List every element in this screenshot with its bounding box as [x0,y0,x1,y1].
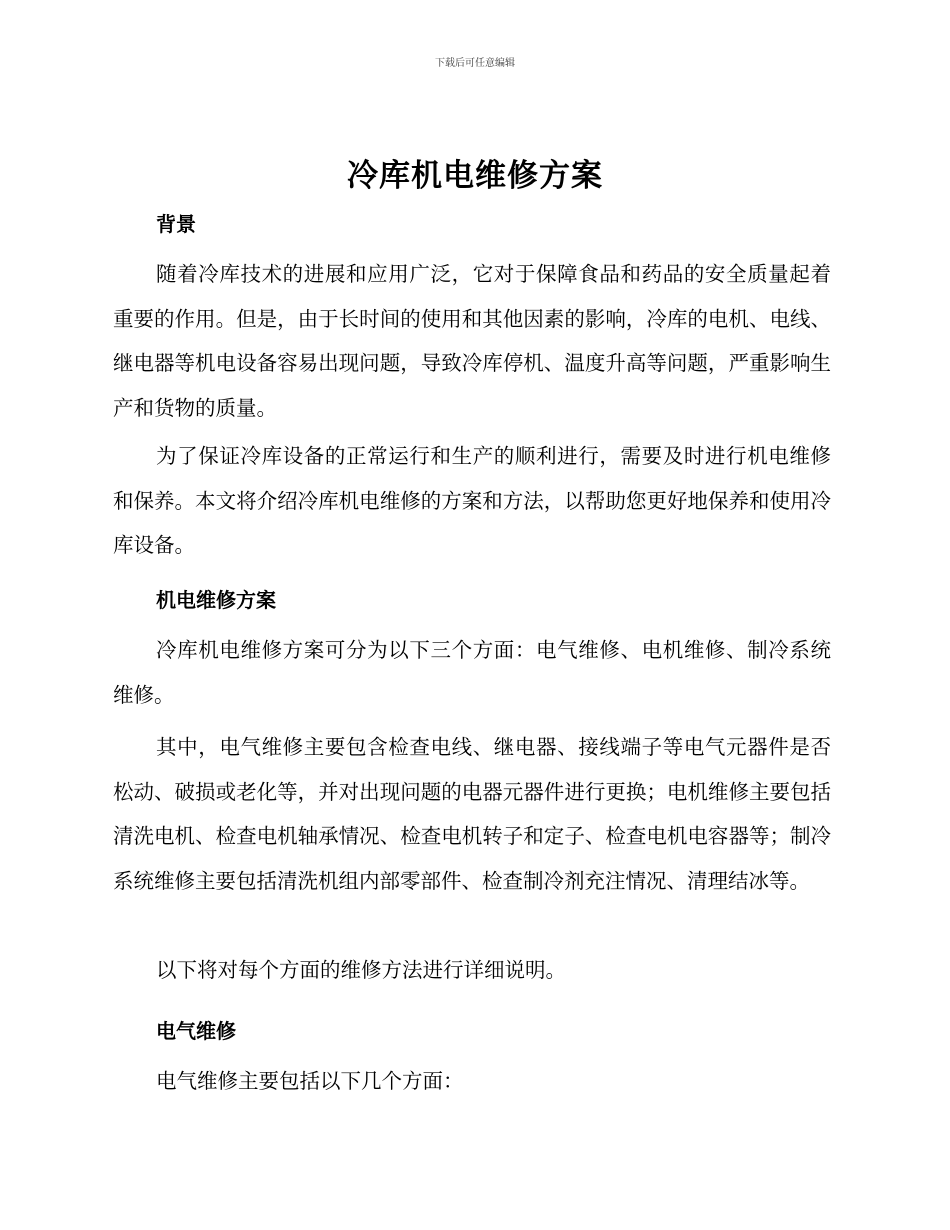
section-heading-electrical-repair: 电气维修 [156,1019,236,1043]
paragraph: 为了保证冷库设备的正常运行和生产的顺利进行，需要及时进行机电维修和保养。本文将介绍冷库机电维修的方案和方法，以帮助您更好地保养和使用冷库设备。 [113,444,831,557]
section-heading-repair-plan: 机电维修方案 [156,588,276,612]
paragraph: 电气维修主要包括以下几个方面： [156,1069,464,1093]
page-header-note: 下载后可任意编辑 [435,58,515,69]
paragraph: 冷库机电维修方案可分为以下三个方面：电气维修、电机维修、制冷系统维修。 [113,638,831,707]
paragraph: 其中，电气维修主要包含检查电线、继电器、接线端子等电气元器件是否松动、破损或老化等，并对出现问题的电器元器件进行更换；电机维修主要包括清洗电机、检查电机轴承情况、检查电机转子和定子、检查电机电容器等；制冷系统维修主要包括清洗机组内部零部件、检查制冷剂充注情况、清理结冰等。 [113,735,831,893]
section-heading-background: 背景 [156,212,196,236]
document-title: 冷库机电维修方案 [347,158,603,194]
paragraph: 以下将对每个方面的维修方法进行详细说明。 [156,958,566,982]
paragraph: 随着冷库技术的进展和应用广泛，它对于保障食品和药品的安全质量起着重要的作用。但是，由于长时间的使用和其他因素的影响，冷库的电机、电线、继电器等机电设备容易出现问题，导致冷库停机、温度升高等问题，严重影响生产和货物的质量。 [113,262,831,420]
